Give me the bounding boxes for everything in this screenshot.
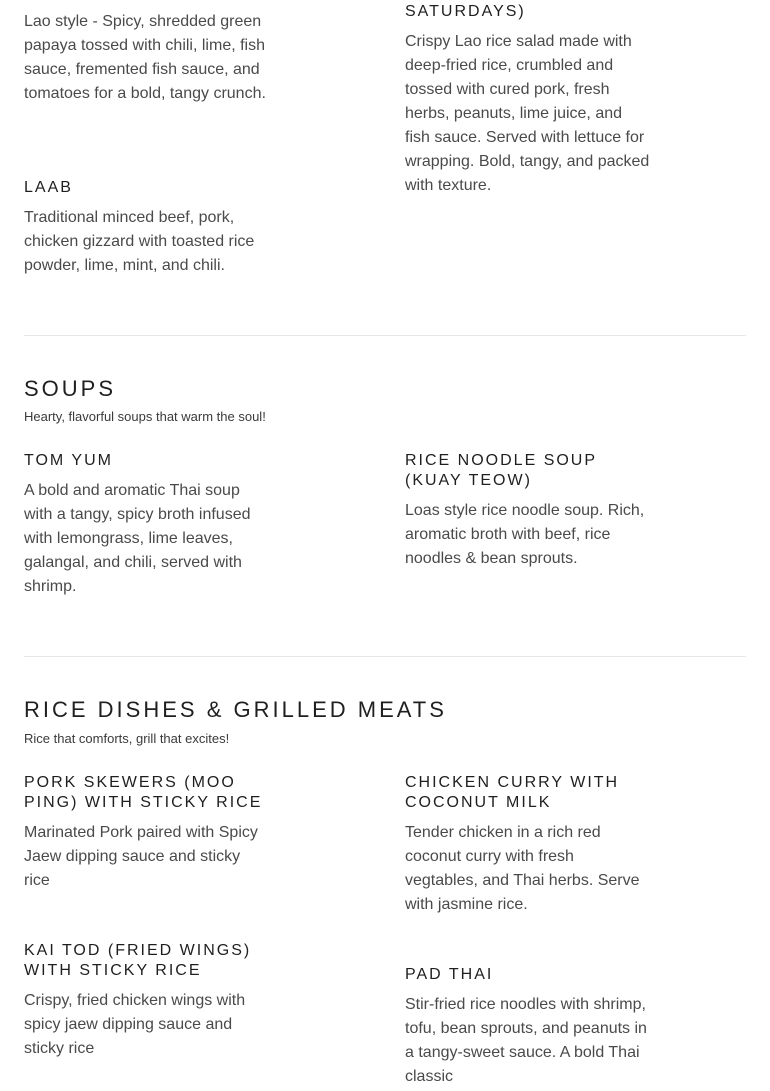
- pork-skewers-description: Marinated Pork paired with Spicy Jaew dipping sauce and sticky rice: [24, 824, 258, 889]
- chicken-curry-title: CHICKEN CURRY WITH COCONUT MILK: [405, 774, 620, 811]
- pad-thai-title: PAD THAI: [405, 966, 494, 983]
- laab-title: LAAB: [24, 179, 73, 196]
- section-divider: [24, 656, 746, 657]
- papaya-salad-description: Lao style - Spicy, shredded green papaya tossed with chili, lime, fish sauce, fremented fish sauce, and tomatoes for a bold, tangy crunch.: [24, 13, 266, 102]
- rice-noodle-soup-description: Loas style rice noodle soup. Rich, aromatic broth with beef, rice noodles & bean sprouts.: [405, 502, 645, 567]
- rice-noodle-soup-title: RICE NOODLE SOUP (KUAY TEOW): [405, 452, 597, 489]
- laab-description: Traditional minced beef, pork, chicken gizzard with toasted rice powder, lime, mint, and chili.: [24, 209, 255, 274]
- nam-khao-title: SATURDAYS): [405, 3, 526, 20]
- pork-skewers-title: PORK SKEWERS (MOO PING) WITH STICKY RICE: [24, 774, 263, 811]
- section-divider: [24, 335, 746, 336]
- kai-tod-title: KAI TOD (FRIED WINGS) WITH STICKY RICE: [24, 942, 252, 979]
- rice-section-subtitle: Rice that comforts, grill that excites!: [24, 731, 230, 746]
- tom-yum-description: A bold and aromatic Thai soup with a tangy, spicy broth infused with lemongrass, lime leaves, galangal, and chili, served with shrimp.: [24, 482, 251, 595]
- soups-section-title: SOUPS: [24, 376, 117, 401]
- kai-tod-description: Crispy, fried chicken wings with spicy jaew dipping sauce and sticky rice: [24, 992, 246, 1057]
- rice-section-title: RICE DISHES & GRILLED MEATS: [24, 697, 447, 722]
- soups-section-subtitle: Hearty, flavorful soups that warm the soul!: [24, 409, 266, 424]
- nam-khao-description: Crispy Lao rice salad made with deep-fried rice, crumbled and tossed with cured pork, fresh herbs, peanuts, lime juice, and fish sauce. Served with lettuce for wrapping. Bold, tangy, and packed with texture.: [405, 33, 650, 194]
- tom-yum-title: TOM YUM: [24, 452, 113, 469]
- chicken-curry-description: Tender chicken in a rich red coconut curry with fresh vegtables, and Thai herbs. Serve with jasmine rice.: [405, 824, 640, 913]
- pad-thai-description: Stir-fried rice noodles with shrimp, tofu, bean sprouts, and peanuts in a tangy-sweet sauce. A bold Thai classic: [405, 996, 647, 1085]
